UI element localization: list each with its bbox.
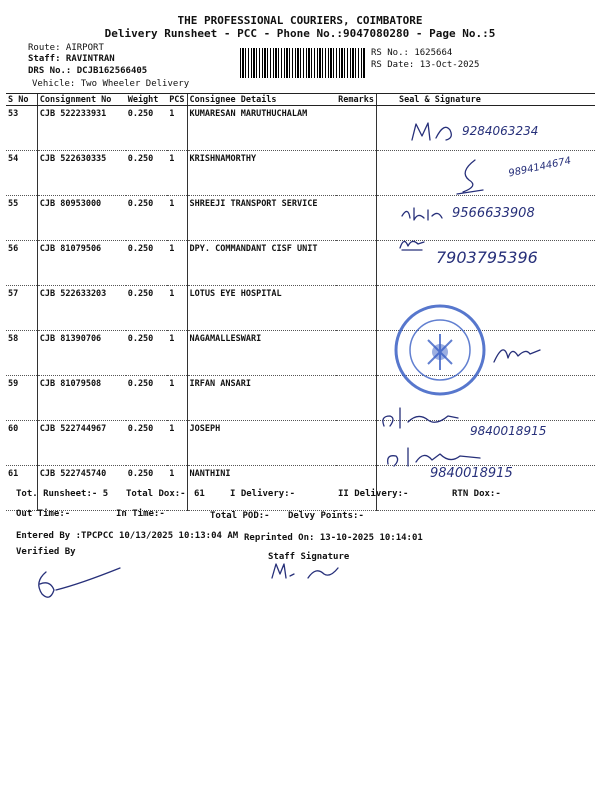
table-header (6, 94, 595, 106)
col-seal: Seal & Signature (376, 94, 595, 106)
row-consignee: DPY. COMMANDANT CISF UNIT (187, 241, 336, 286)
row-sno: 55 (6, 196, 37, 241)
row-sno: 53 (6, 106, 37, 151)
ii-delivery: II Delivery:- (338, 489, 409, 499)
row-consignment-no: CJB 522744967 (37, 421, 125, 466)
row-weight: 0.250 (126, 106, 167, 151)
table-row (6, 286, 595, 331)
table-row (6, 151, 595, 196)
in-time: In Time:- (116, 509, 165, 519)
table-row (6, 376, 595, 421)
row-pcs: 1 (167, 376, 187, 421)
row-consignee: SHREEJI TRANSPORT SERVICE (187, 196, 336, 241)
row-sno: 59 (6, 376, 37, 421)
row-pcs: 1 (167, 466, 187, 511)
row-sno: 56 (6, 241, 37, 286)
col-pcs: PCS (167, 94, 187, 106)
signature-60 (378, 404, 468, 434)
delvy-points: Delvy Points:- (288, 511, 364, 521)
col-weight: Weight (126, 94, 167, 106)
reprinted-on: Reprinted On: 13-10-2025 10:14:01 (244, 533, 423, 543)
row-consignment-no: CJB 522233931 (37, 106, 125, 151)
row-remarks (336, 466, 376, 511)
row-remarks (336, 106, 376, 151)
row-sno: 57 (6, 286, 37, 331)
col-remarks: Remarks (336, 94, 376, 106)
row-remarks (336, 376, 376, 421)
row-weight: 0.250 (126, 241, 167, 286)
row-consignment-no: CJB 522633203 (37, 286, 125, 331)
row-sno: 60 (6, 421, 37, 466)
signature-56 (398, 234, 428, 254)
row-remarks (336, 151, 376, 196)
row-consignee: KUMARESAN MARUTHUCHALAM (187, 106, 336, 151)
row-sno: 61 (6, 466, 37, 511)
handwritten-phone-53: 9284063234 (462, 124, 539, 138)
runsheet-table (6, 93, 595, 511)
row-consignment-no: CJB 81390706 (37, 331, 125, 376)
row-remarks (336, 421, 376, 466)
entered-by: Entered By :TPCPCC 10/13/2025 10:13:04 AM (16, 531, 239, 541)
row-consignee: JOSEPH (187, 421, 336, 466)
row-sno: 58 (6, 331, 37, 376)
verified-signature (30, 560, 130, 605)
col-consignment: Consignment No (37, 94, 125, 106)
row-pcs: 1 (167, 421, 187, 466)
row-remarks (336, 331, 376, 376)
handwritten-phone-55: 9566633908 (452, 206, 535, 221)
row-weight: 0.250 (126, 376, 167, 421)
row-weight: 0.250 (126, 196, 167, 241)
staff: Staff: RAVINTRAN (28, 54, 115, 64)
barcode (240, 48, 366, 78)
rtn-dox: RTN Dox:- (452, 489, 501, 499)
row-remarks (336, 241, 376, 286)
row-pcs: 1 (167, 286, 187, 331)
staff-signature (268, 560, 348, 585)
row-weight: 0.250 (126, 331, 167, 376)
row-weight: 0.250 (126, 466, 167, 511)
company-name: THE PROFESSIONAL COURIERS, COIMBATORE (177, 14, 423, 27)
staff-signature-label: Staff Signature (268, 552, 350, 562)
row-consignee: NAGAMALLESWARI (187, 331, 336, 376)
drs-number: DRS No.: DCJB162566405 (28, 66, 148, 76)
handwritten-phone-60: 9840018915 (470, 424, 547, 438)
row-consignment-no: CJB 81079508 (37, 376, 125, 421)
row-consignment-no: CJB 80953000 (37, 196, 125, 241)
signature-55 (398, 204, 448, 224)
signature-58 (490, 338, 545, 368)
signature-53 (410, 120, 470, 145)
rs-date: RS Date: 13-Oct-2025 (371, 60, 480, 70)
handwritten-phone-56: 7903795396 (436, 248, 538, 267)
row-consignee: KRISHNAMORTHY (187, 151, 336, 196)
row-consignment-no: CJB 522630335 (37, 151, 125, 196)
verified-by: Verified By (16, 547, 76, 557)
route: Route: AIRPORT (28, 43, 104, 53)
col-consignee: Consignee Details (187, 94, 336, 106)
row-weight: 0.250 (126, 286, 167, 331)
row-consignment-no: CJB 81079506 (37, 241, 125, 286)
row-pcs: 1 (167, 241, 187, 286)
runsheet-title: Delivery Runsheet - PCC - Phone No.:9047080280 - Page No.:5 (104, 27, 496, 40)
signature-54 (455, 158, 485, 198)
row-consignment-no: CJB 522745740 (37, 466, 125, 511)
row-sno: 54 (6, 151, 37, 196)
row-consignee: IRFAN ANSARI (187, 376, 336, 421)
row-pcs: 1 (167, 106, 187, 151)
col-sno: S No (6, 94, 37, 106)
total-dox-value: 61 (194, 489, 205, 499)
total-pod: Total POD:- (210, 511, 270, 521)
row-pcs: 1 (167, 151, 187, 196)
row-weight: 0.250 (126, 151, 167, 196)
seal-stamp (390, 300, 490, 400)
row-consignee: LOTUS EYE HOSPITAL (187, 286, 336, 331)
total-dox-label: Total Dox:- (126, 489, 186, 499)
handwritten-phone-61: 9840018915 (430, 466, 513, 481)
row-remarks (336, 286, 376, 331)
i-delivery: I Delivery:- (230, 489, 296, 499)
row-consignee: NANTHINI (187, 466, 336, 511)
vehicle: Vehicle: Two Wheeler Delivery (32, 79, 190, 89)
row-remarks (336, 196, 376, 241)
out-time: Out Time:- (16, 509, 71, 519)
row-weight: 0.250 (126, 421, 167, 466)
row-pcs: 1 (167, 196, 187, 241)
row-pcs: 1 (167, 331, 187, 376)
rs-number: RS No.: 1625664 (371, 48, 453, 58)
tot-runsheet: Tot. Runsheet:- 5 (16, 489, 109, 499)
handwritten-phone-54: 9894144674 (507, 155, 573, 180)
